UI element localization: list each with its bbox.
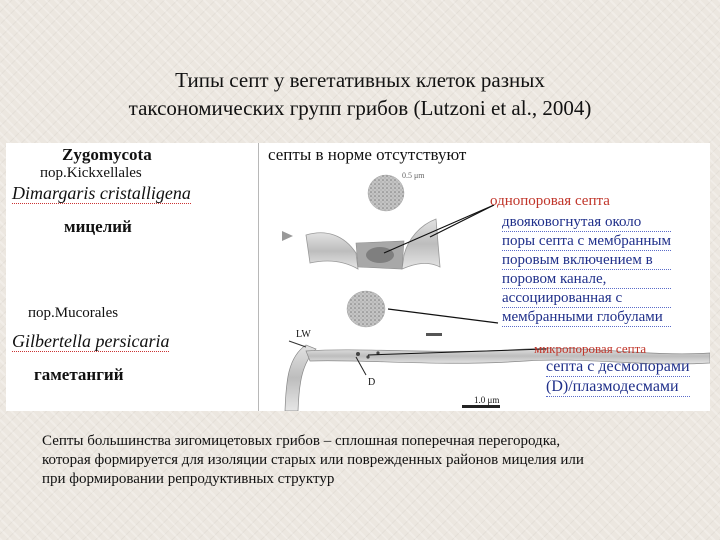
scale-bar-label: 1.0 μm — [474, 395, 500, 405]
footer-line-1: Септы большинства зигомицетовых грибов – сплошная поперечная перегородка, — [42, 433, 561, 449]
uniporous-desc-line: поры септа с мембранным — [502, 233, 671, 249]
footer-line-2: которая формируется для изоляции старых или поврежденных районов мицелия или — [42, 452, 584, 468]
septum-right-wing — [402, 219, 440, 269]
arrowhead-marker — [282, 231, 293, 241]
pore-plug — [366, 247, 394, 263]
pointer-line-2 — [384, 205, 494, 253]
order-label-kickxellales: пор.Kickxellales — [40, 165, 142, 181]
lw-label: LW — [296, 329, 311, 340]
title-line-1: Типы септ у вегетативных клеток разных — [175, 68, 545, 92]
species-label-gilbertella — [12, 331, 169, 352]
no-septa-note: септы в норме отсутствуют — [268, 145, 467, 164]
footer-text — [42, 432, 692, 489]
uniporous-desc-line: поровом канале, — [502, 270, 671, 289]
pointer-line-3 — [388, 309, 498, 323]
scale-bar — [462, 405, 500, 408]
title-line-2: таксономических групп грибов (Lutzoni et al., 2004) — [128, 96, 592, 120]
uniporous-septum-description — [502, 213, 671, 327]
scale-label-top: 0.5 μm — [402, 171, 425, 180]
group-label: Zygomycota — [62, 145, 152, 164]
structure-label-mycelium: мицелий — [64, 217, 132, 236]
uniporous-desc-line: двояковогнутая около — [502, 213, 671, 232]
membrane-globule-top — [368, 175, 404, 211]
order-label-mucorales: пор.Mucorales — [28, 305, 119, 321]
figure-panel — [6, 143, 710, 411]
panel-divider — [258, 143, 259, 411]
species-gilbertella-text: Gilbertella persicaria — [12, 331, 170, 351]
desmopore-2 — [366, 355, 369, 358]
species-label-dimargaris — [12, 183, 191, 204]
structure-label-gametangium: гаметангий — [34, 365, 124, 384]
microporous-septum-description — [546, 357, 690, 397]
footer-line-3: при формировании репродуктивных структур — [42, 471, 335, 487]
septum-left-wing — [306, 233, 358, 269]
microporous-desc-line: септа с десмопорами — [546, 358, 690, 375]
uniporous-desc-line: ассоциированная с — [502, 289, 671, 308]
desmopore-1 — [356, 352, 360, 356]
uniporous-desc-line: поровым включением в — [502, 251, 671, 270]
scale-dash — [426, 333, 442, 336]
uniporous-desc-line: мембранными глобулами — [502, 308, 671, 327]
species-dimargaris-text: Dimargaris cristalligena — [12, 183, 191, 203]
desmopore-d-label: D — [368, 377, 376, 388]
uniporous-septum-label: однопоровая септа — [490, 193, 610, 209]
slide-title — [60, 66, 660, 122]
membrane-globule-bottom — [347, 291, 385, 327]
septum-lw-line — [289, 341, 306, 347]
microporous-desc-line: (D)/плазмодесмами — [546, 377, 690, 397]
desmopore-3 — [376, 351, 379, 354]
microporous-septum-label: микропоровая септа — [534, 341, 647, 356]
